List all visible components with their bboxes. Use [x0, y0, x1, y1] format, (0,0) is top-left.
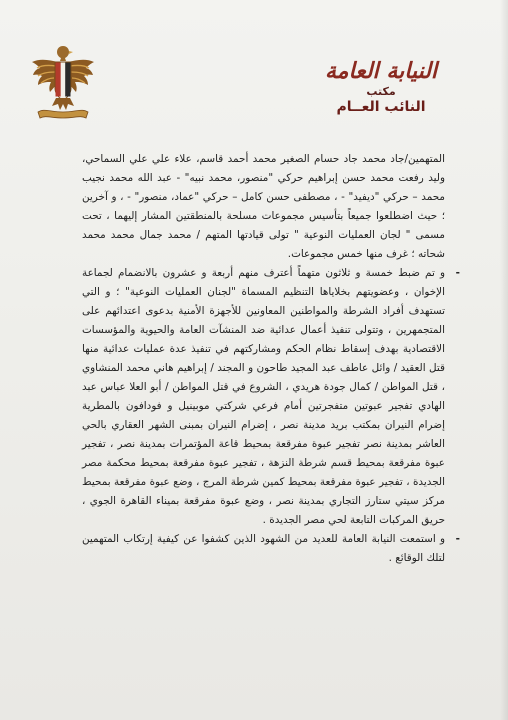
paragraph-text: و استمعت النيابة العامة للعديد من الشهود الذين كشفوا عن كيفية إرتكاب المتهمين لتلك الوقائع . [82, 533, 445, 564]
bullet-marker: - [455, 267, 460, 279]
paragraph-arrests [82, 264, 460, 530]
paragraph-text: و تم ضبط خمسة و ثلاثون متهماً أعترف منهم أربعة و عشرون بالانضمام لجماعة الإخوان ، وعضويتهم بخلاياها التنظيم المسماة "لجنان العمليات النوعية" ؛ و التي تستهدف أفراد الشرطة والمواطنين المعاونين للأجهزة الأمنية بدعوى اعتدائهم على المتجمهرين ، وتتولى تنفيذ أعمال عدائية ضد المنشآت العامة والحيوية والمؤسسات الاقتصادية بهدف إسقاط نظام الحكم ومشاركتهم في تنفيذ عدة عمليات عدائية منها قتل العقيد / وائل عاطف عبد المجيد طاحون و المجند / إبراهيم هاني محمد المنشاوي ، قتل المواطن / كمال جودة هريدي ، الشروع في قتل المواطن / أبو العلا عباس عبد الهادي تفجير عبوتين متفجرتين أمام فرعي شركتي موبينيل و فودافون بالمطرية إضرام النيران بمكتب بريد مدينة نصر ، إضرام النيران بمبنى الشهر العقاري بالحي العاشر بمدينة نصر تفجير عبوة مفرقعة بمحيط قاعة المؤتمرات بمدينة نصر ، تفجير عبوة مفرقعة بمحيط قسم شرطة النزهة ، تفجير عبوة مفرقعة بمحيط محكمة مصر الجديدة ، تفجير عبوة مفرقعة بمحيط كمين شرطة المرج ، وضع عبوة مفرقعة بمحيط مركز سيتي ستارز التجاري بمدينة نصر ، وضع عبوة مفرقعة بميناء القاهرة الجوي ، حريق المركبات التابعة لحي مصر الجديدة . [82, 267, 445, 526]
paragraph-defendants [82, 150, 447, 264]
eagle-emblem-icon [30, 42, 96, 124]
paragraph-text: المتهمين/جاد محمد جاد حسام الصغير محمد أحمد قاسم، علاء علي علي السماحي، وليد رفعت محمد حسن إبراهيم حركي "منصور، محمد نبيه" - عبد الله محمد نجيب محمد – حركي "ديفيد" - ، مصطفى حسن كامل – حركي "عماد، منصور" - ، و آخرين ؛ حيث اضطلعوا جميعاً بتأسيس مجموعات مسلحة بالمنطقتين المشار إليهما ، تحت مسمى " لجان العمليات النوعية " تولى قيادتها المتهم / محمد جمال محمد محمد شحاته ؛ غرف منها خمس مجموعات. [82, 153, 445, 260]
office-title: النيابة العامة [324, 58, 438, 84]
document-body [82, 150, 460, 568]
letterhead [296, 58, 466, 116]
office-subtitle: مكتب [366, 85, 396, 98]
page-shadow [500, 0, 508, 720]
paragraph-witnesses [82, 530, 460, 568]
office-name: النائب العــام [336, 99, 426, 115]
bullet-marker: - [455, 533, 460, 545]
